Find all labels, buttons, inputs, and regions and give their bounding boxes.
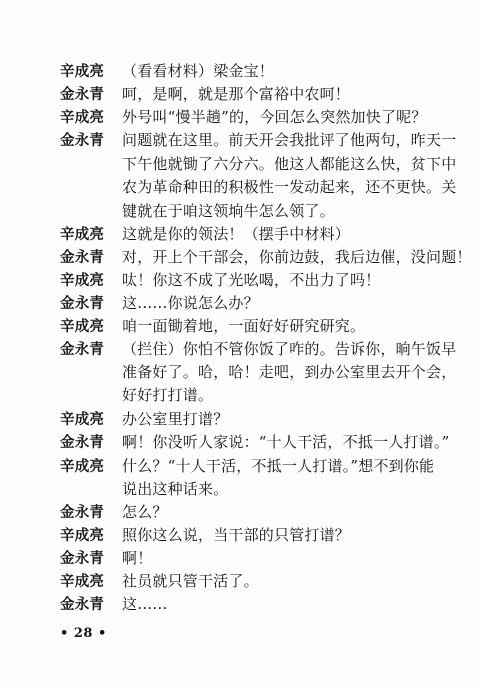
dialogue-line bbox=[60, 594, 168, 615]
speech-continuation: 下午他就锄了六分六。他这人都能这么快，贫下中 bbox=[122, 155, 457, 173]
speech-text: 办公室里打谱？ bbox=[122, 410, 229, 428]
speech-continuation: 说出这种话来。 bbox=[122, 480, 229, 498]
speaker-name: 辛成亮 bbox=[60, 63, 105, 80]
speaker-name: 辛成亮 bbox=[60, 527, 105, 544]
speech-text: 呵，是啊，就是那个富裕中农呵！ bbox=[122, 85, 351, 103]
dialogue-line bbox=[60, 224, 350, 245]
speech-text: 这……你说怎么办？ bbox=[122, 294, 259, 312]
speech-text: 呔！你这不成了光吆喝，不出力了吗！ bbox=[122, 271, 381, 289]
speech-continuation: 好好打打谱。 bbox=[122, 386, 214, 404]
dialogue-line bbox=[60, 525, 350, 546]
dialogue-line bbox=[60, 107, 427, 128]
speaker-name: 金永青 bbox=[60, 249, 105, 266]
speech-text: 啊！你没听人家说：“十人干活，不抵一人打谱。” bbox=[122, 433, 450, 451]
dialogue-line bbox=[60, 247, 472, 268]
speech-continuation: 键就在于咱这领垧牛怎么领了。 bbox=[122, 202, 335, 220]
speaker-name: 辛成亮 bbox=[60, 272, 105, 289]
speaker-name: 辛成亮 bbox=[60, 226, 105, 243]
dialogue-line bbox=[60, 61, 274, 82]
speaker-name: 辛成亮 bbox=[60, 573, 105, 590]
speech-text: 社员就只管干活了。 bbox=[122, 572, 259, 590]
speech-text: 什么？“十人干活，不抵一人打谱。”想不到你能 bbox=[122, 457, 435, 475]
speaker-name: 辛成亮 bbox=[60, 318, 105, 335]
page-number: • 28 • bbox=[60, 626, 107, 641]
speech-text: 外号叫“慢半趟”的，今回怎么突然加快了呢？ bbox=[122, 108, 427, 126]
speaker-name: 金永青 bbox=[60, 86, 105, 103]
speaker-name: 金永青 bbox=[60, 550, 105, 567]
speaker-name: 金永青 bbox=[60, 434, 105, 451]
speech-text: 啊！ bbox=[122, 549, 153, 567]
speech-text: 对，开上个干部会，你前边鼓，我后边催，没问题！ bbox=[122, 248, 472, 266]
speaker-name: 辛成亮 bbox=[60, 109, 105, 126]
dialogue-line bbox=[60, 316, 365, 337]
dialogue-line bbox=[60, 270, 380, 291]
speaker-name: 金永青 bbox=[60, 504, 105, 521]
speaker-name: 金永青 bbox=[60, 132, 105, 149]
speaker-name: 辛成亮 bbox=[60, 411, 105, 428]
speech-text: 这…… bbox=[122, 595, 168, 613]
speech-continuation: 农为革命种田的积极性一发动起来，还不更快。关 bbox=[122, 178, 457, 196]
dialogue-line bbox=[60, 571, 259, 592]
speaker-name: 金永青 bbox=[60, 295, 105, 312]
speech-continuation: 准备好了。哈，哈！走吧，到办公室里去开个会， bbox=[122, 363, 457, 381]
speech-text: 这就是你的领法！（摆手中材料） bbox=[122, 225, 351, 243]
dialogue-line bbox=[60, 409, 228, 430]
speaker-name: 金永青 bbox=[60, 341, 105, 358]
speaker-name: 金永青 bbox=[60, 596, 105, 613]
speaker-name: 辛成亮 bbox=[60, 458, 105, 475]
speech-text: 问题就在这里。前天开会我批评了他两句，昨天一 bbox=[122, 131, 457, 149]
dialogue-line bbox=[60, 502, 168, 523]
speech-text: （看看材料）梁金宝！ bbox=[122, 62, 275, 80]
dialogue-line bbox=[60, 456, 434, 477]
dialogue-line bbox=[60, 432, 449, 453]
speech-text: 怎么？ bbox=[122, 503, 168, 521]
dialogue-line bbox=[60, 339, 456, 360]
speech-text: （拦住）你怕不管你饭了咋的。告诉你，晌午饭早 bbox=[122, 340, 457, 358]
dialogue-line bbox=[60, 548, 152, 569]
speech-text: 照你这么说，当干部的只管打谱？ bbox=[122, 526, 351, 544]
dialogue-line bbox=[60, 130, 456, 151]
dialogue-line bbox=[60, 293, 259, 314]
dialogue-line bbox=[60, 84, 350, 105]
speech-text: 咱一面锄着地，一面好好研究研究。 bbox=[122, 317, 366, 335]
